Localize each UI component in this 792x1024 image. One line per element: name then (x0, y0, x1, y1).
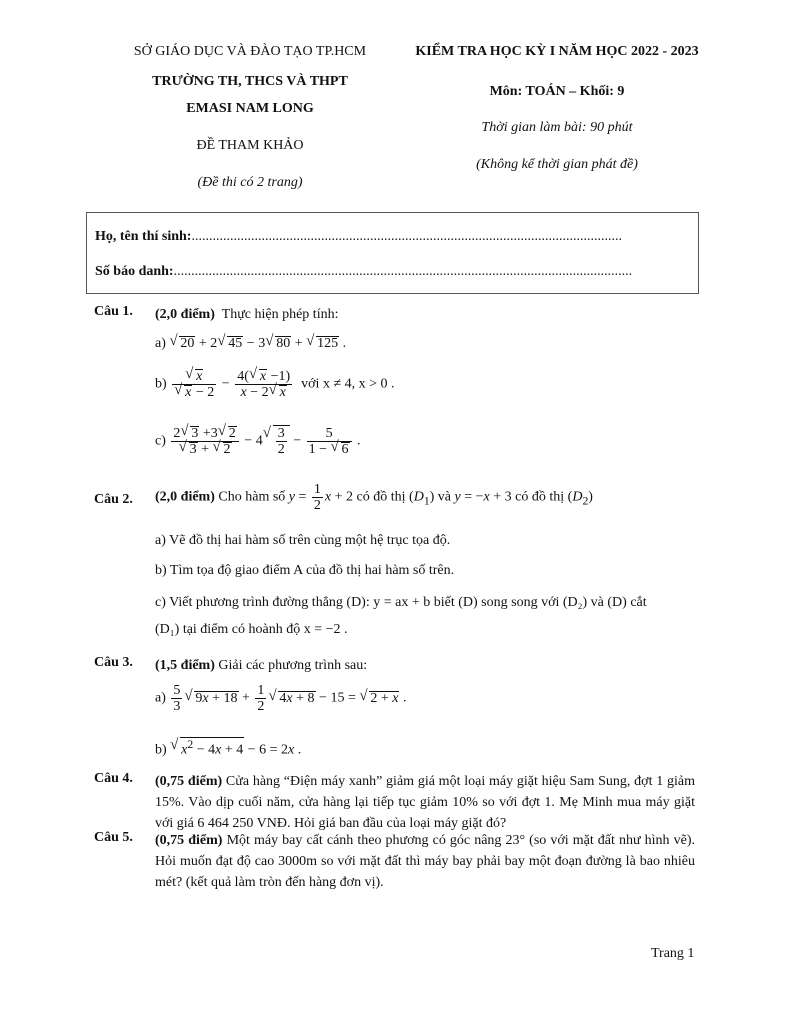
student-info-box (86, 212, 699, 294)
question-5-body: Một máy bay cất cánh theo phương có góc nâng 23° (so với mặt đất như hình vẽ). Hỏi muốn đạt độ cao 3000m so với mặt đất thì máy bay phải bay một đoạn đường là bao nhiêu mét? (kết quả làm tròn đến hàng đơn vị). (155, 833, 696, 890)
question-1b-condition: với x ≠ 4, x > 0 . (301, 376, 395, 392)
question-2-points: (2,0 điểm) (155, 489, 215, 505)
student-id-line[interactable] (95, 264, 632, 280)
student-id-label: Số báo danh: (95, 264, 174, 279)
student-name-dots: ........................................................................................................................... (191, 229, 622, 244)
question-4-body: Cửa hàng “Điện máy xanh” giảm giá một loại máy giặt hiệu Sam Sung, đợt 1 giảm 15%. Vào dịp cuối năm, cửa hàng lại tiếp tục giảm 10% so với đợt 1. Mẹ Minh mua máy giặt với giá 6 464 250 VNĐ. Hỏi giá ban đầu của loại máy giặt đó? (155, 774, 696, 831)
question-5-text (155, 830, 695, 893)
question-3-number: Câu 3. (94, 655, 133, 670)
part-label: c) (155, 433, 166, 449)
question-3-intro-text: Giải các phương trình sau: (218, 658, 368, 673)
part-label: a) (155, 690, 166, 706)
question-5-number: Câu 5. (94, 830, 133, 845)
question-2a: a) Vẽ đồ thị hai hàm số trên cùng một hệ trục tọa độ. (155, 533, 451, 548)
exam-title: KIỂM TRA HỌC KỲ I NĂM HỌC 2022 - 2023 (415, 44, 699, 59)
duration-note: (Không kể thời gian phát đề) (476, 157, 638, 172)
exam-duration: Thời gian làm bài: 90 phút (481, 120, 633, 135)
question-3-intro (155, 655, 695, 676)
department-name: SỞ GIÁO DỤC VÀ ĐÀO TẠO TP.HCM (133, 44, 367, 59)
question-4-points: (0,75 điểm) (155, 774, 223, 789)
question-1-intro-text: Thực hiện phép tính: (221, 307, 339, 322)
question-2-intro-text: Cho hàm số (218, 489, 286, 505)
student-id-dots: ................................................................................................................................... (173, 264, 633, 279)
question-1-intro (155, 304, 695, 325)
page-number: Trang 1 (651, 946, 695, 961)
question-2b: b) Tìm tọa độ giao điểm A của đồ thị hai hàm số trên. (155, 563, 455, 578)
school-name-line2: EMASI NAM LONG (186, 101, 314, 116)
question-1-number: Câu 1. (94, 304, 133, 319)
question-2c-line2: (D₁) tại điểm có hoành độ x = −2 . (155, 622, 348, 637)
question-2-number: Câu 2. (94, 492, 133, 507)
question-2c-line1: c) Viết phương trình đường thẳng (D): y = ax + b biết (D) song song với (D₂) và (D) cắt (155, 595, 647, 610)
question-3-points: (1,5 điểm) (155, 658, 215, 673)
part-label: b) (155, 742, 167, 758)
school-name-line1: TRƯỜNG TH, THCS VÀ THPT (152, 74, 348, 89)
question-3a: a) $\frac{5}{3}$ √ 9x + 18 + $\frac{1}{2}$ √ 4x + 8 − 15 = √ 2 + x . (155, 683, 695, 714)
student-name-label: Họ, tên thí sinh: (95, 229, 192, 244)
question-5-points: (0,75 điểm) (155, 833, 223, 848)
part-label: b) (155, 376, 167, 392)
pages-note: (Đề thi có 2 trang) (197, 175, 303, 190)
question-4-number: Câu 4. (94, 771, 133, 786)
subject-grade: Môn: TOÁN – Khối: 9 (489, 84, 625, 99)
question-1-points: (2,0 điểm) (155, 307, 215, 322)
question-3b: b) √ $x^2 - 4x + 4 - 6 = 2x$ . (155, 737, 695, 761)
question-1a: a) √ 20 + 2√ 45 − 3√ 80 + √ 125 . (155, 333, 695, 354)
question-2-intro: (2,0 điểm) Cho hàm số y = $\frac{1}{2}$ x + 2 có đồ thị $(D_1)$ và y = −x + 3 có đồ thị $(D_2)$ (155, 482, 593, 513)
question-1b: b) √ x √ x − 2 − $\frac{4(√ x -1)}{x - 2√ x}$ với x ≠ 4, x > 0 . (155, 369, 695, 400)
question-4-text (155, 771, 695, 834)
student-name-line[interactable] (95, 229, 622, 245)
part-label: a) (155, 336, 166, 351)
question-1c: c) 2√ 3 +3√ 2 √ 3 + √ 2 − 4 √ $\frac{3}{2}$ − $\frac{5}{1 - √ 6}$ . (155, 425, 695, 457)
document-type: ĐỀ THAM KHẢO (196, 138, 304, 153)
